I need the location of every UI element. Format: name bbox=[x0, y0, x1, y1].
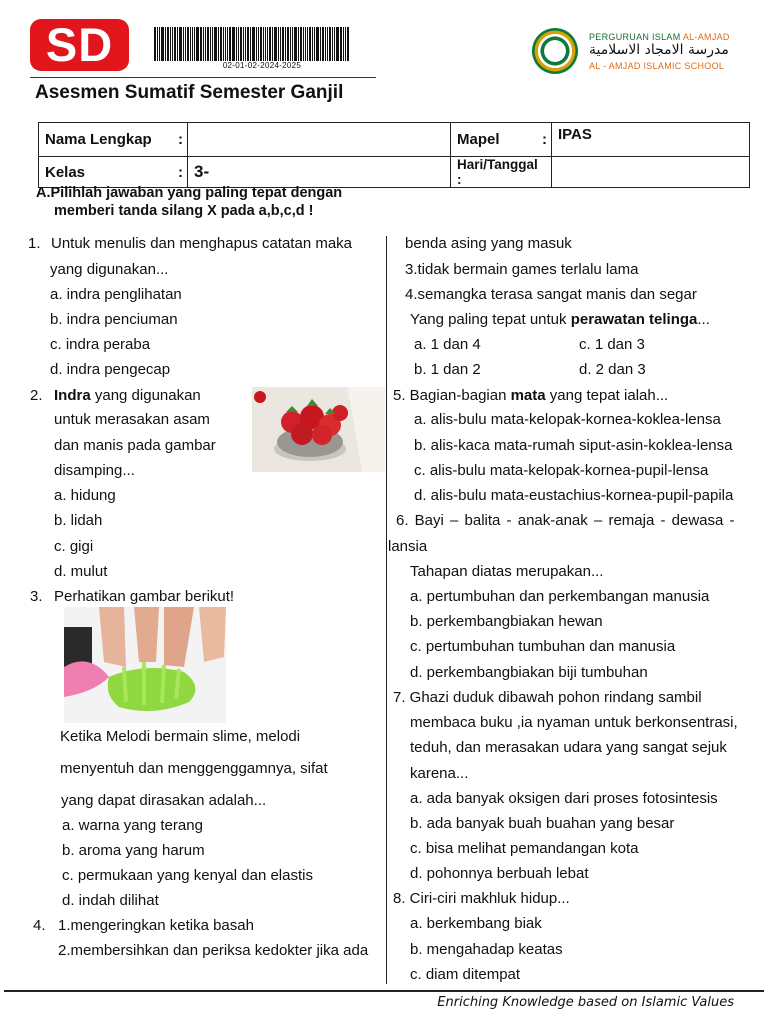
q5-option-c[interactable]: c. alis-bulu mata-kelopak-kornea-pupil-lensa bbox=[414, 462, 709, 479]
q7-stem-line2: membaca buku ,ia nyaman untuk berkonsentrasi, bbox=[410, 714, 738, 731]
q8-option-b[interactable]: b. mengahadap keatas bbox=[410, 941, 563, 958]
barcode-number: 02-01-02-2024-2025 bbox=[222, 61, 302, 70]
mapel-label: Mapel bbox=[451, 123, 542, 157]
nama-colon: : bbox=[177, 123, 188, 157]
q4-statement-1: 1.mengeringkan ketika basah bbox=[58, 917, 254, 934]
q4-statement-4: 4.semangka terasa sangat manis dan segar bbox=[405, 286, 697, 303]
column-divider bbox=[386, 236, 387, 984]
q3-paragraph-line3: yang dapat dirasakan adalah... bbox=[61, 792, 267, 809]
q5-option-d[interactable]: d. alis-bulu mata-eustachius-kornea-pupil-papila bbox=[414, 487, 734, 504]
q5-stem: 5. Bagian-bagian mata yang tepat ialah... bbox=[393, 387, 669, 404]
hari-field[interactable] bbox=[552, 157, 750, 188]
q6-question: Tahapan diatas merupakan... bbox=[410, 563, 604, 580]
q1-stem-line2: yang digunakan... bbox=[50, 261, 169, 278]
q3-option-b[interactable]: b. aroma yang harum bbox=[62, 842, 205, 859]
kelas-colon: : bbox=[177, 157, 188, 188]
q6-option-b[interactable]: b. perkembangbiakan hewan bbox=[410, 613, 603, 630]
q4-option-b[interactable]: b. 1 dan 2 bbox=[414, 361, 481, 378]
q7-stem-line3: teduh, dan merasakan udara yang sangat sejuk bbox=[410, 739, 727, 756]
q1-stem-line1: Untuk menulis dan menghapus catatan maka bbox=[51, 235, 353, 252]
q4-number: 4. bbox=[33, 917, 46, 934]
nama-label: Nama Lengkap bbox=[39, 123, 178, 157]
q1-option-b[interactable]: b. indra penciuman bbox=[50, 311, 178, 328]
header-divider bbox=[30, 77, 376, 78]
q4-option-d[interactable]: d. 2 dan 3 bbox=[579, 361, 646, 378]
q4-question: Yang paling tepat untuk perawatan telinga... bbox=[410, 311, 710, 328]
q8-option-c[interactable]: c. diam ditempat bbox=[410, 966, 521, 983]
q3-option-d[interactable]: d. indah dilihat bbox=[62, 892, 159, 909]
q2-stem-line2: untuk merasakan asam bbox=[54, 411, 210, 428]
strawberry-bowl-image bbox=[252, 387, 385, 472]
q7-option-a[interactable]: a. ada banyak oksigen dari proses fotosintesis bbox=[410, 790, 718, 807]
q6-stem-line2: lansia bbox=[388, 538, 428, 555]
footer-tagline: Enriching Knowledge based on Islamic Values bbox=[437, 995, 734, 1010]
q2-option-d[interactable]: d. mulut bbox=[54, 563, 108, 580]
instruction-line1: A.Pilihlah jawaban yang paling tepat dengan bbox=[36, 185, 343, 201]
instruction-line2: memberi tanda silang X pada a,b,c,d ! bbox=[54, 203, 314, 219]
q2-number: 2. bbox=[30, 387, 43, 404]
q3-number: 3. bbox=[30, 588, 43, 605]
q6-stem-line1: 6. Bayi – balita - anak-anak – remaja - dewasa - bbox=[396, 512, 735, 529]
mapel-value[interactable]: IPAS bbox=[552, 123, 750, 157]
q6-option-c[interactable]: c. pertumbuhan tumbuhan dan manusia bbox=[410, 638, 676, 655]
q2-stem-line3: dan manis pada gambar bbox=[54, 437, 216, 454]
q1-option-a[interactable]: a. indra penglihatan bbox=[50, 286, 182, 303]
q8-stem: 8. Ciri-ciri makhluk hidup... bbox=[393, 890, 570, 907]
q7-option-d[interactable]: d. pohonnya berbuah lebat bbox=[410, 865, 589, 882]
q7-stem-line4: karena... bbox=[410, 765, 469, 782]
mapel-colon: : bbox=[541, 123, 552, 157]
q4-option-c[interactable]: c. 1 dan 3 bbox=[579, 336, 645, 353]
q1-option-d[interactable]: d. indra pengecap bbox=[50, 361, 171, 378]
student-info-table bbox=[38, 122, 750, 188]
kelas-label: Kelas bbox=[39, 157, 178, 188]
instruction bbox=[36, 184, 342, 220]
q4-statement-2: 2.membersihkan dan periksa kedokter jika ada bbox=[58, 942, 369, 959]
nama-field[interactable] bbox=[188, 123, 451, 157]
barcode-image bbox=[154, 27, 370, 61]
q3-option-c[interactable]: c. permukaan yang kenyal dan elastis bbox=[62, 867, 313, 884]
q2-stem-line4: disamping... bbox=[54, 462, 135, 479]
q7-option-b[interactable]: b. ada banyak buah buahan yang besar bbox=[410, 815, 675, 832]
q2-option-a[interactable]: a. hidung bbox=[54, 487, 116, 504]
q5-option-b[interactable]: b. alis-kaca mata-rumah siput-asin-koklea-lensa bbox=[414, 437, 733, 454]
q2-option-b[interactable]: b. lidah bbox=[54, 512, 103, 529]
q5-option-a[interactable]: a. alis-bulu mata-kelopak-kornea-koklea-lensa bbox=[414, 411, 721, 428]
school-name-line1: PERGURUAN ISLAM AL-AMJAD bbox=[589, 32, 730, 42]
q6-option-a[interactable]: a. pertumbuhan dan perkembangan manusia bbox=[410, 588, 710, 605]
school-emblem-icon bbox=[532, 28, 578, 74]
footer-divider bbox=[4, 990, 764, 992]
school-name-english: AL - AMJAD ISLAMIC SCHOOL bbox=[589, 61, 725, 71]
q2-option-c[interactable]: c. gigi bbox=[54, 538, 94, 555]
q3-option-a[interactable]: a. warna yang terang bbox=[62, 817, 203, 834]
q6-option-d[interactable]: d. perkembangbiakan biji tumbuhan bbox=[410, 664, 648, 681]
q7-option-c[interactable]: c. bisa melihat pemandangan kota bbox=[410, 840, 639, 857]
slime-hands-image bbox=[64, 607, 226, 723]
kelas-value[interactable]: 3- bbox=[188, 157, 451, 188]
q4-option-a[interactable]: a. 1 dan 4 bbox=[414, 336, 481, 353]
q3-paragraph-line2: menyentuh dan menggenggamnya, sifat bbox=[60, 760, 328, 777]
q8-option-a[interactable]: a. berkembang biak bbox=[410, 915, 542, 932]
q3-stem: Perhatikan gambar berikut! bbox=[54, 588, 235, 605]
q7-stem-line1: 7. Ghazi duduk dibawah pohon rindang sambil bbox=[393, 689, 702, 706]
q1-number: 1. bbox=[28, 235, 41, 252]
q3-paragraph-line1: Ketika Melodi bermain slime, melodi bbox=[60, 728, 301, 745]
school-name-arabic: مدرسة الامجاد الاسلامية bbox=[589, 42, 729, 58]
sd-logo: SD bbox=[30, 19, 129, 71]
q4-statement-3: 3.tidak bermain games terlalu lama bbox=[405, 261, 639, 278]
exam-title: Asesmen Sumatif Semester Ganjil bbox=[35, 82, 344, 103]
hari-label: Hari/Tanggal : bbox=[451, 157, 552, 188]
q1-option-c[interactable]: c. indra peraba bbox=[50, 336, 151, 353]
q4-statement-2-cont: benda asing yang masuk bbox=[405, 235, 572, 252]
q2-stem-line1: Indra yang digunakan bbox=[54, 387, 201, 404]
